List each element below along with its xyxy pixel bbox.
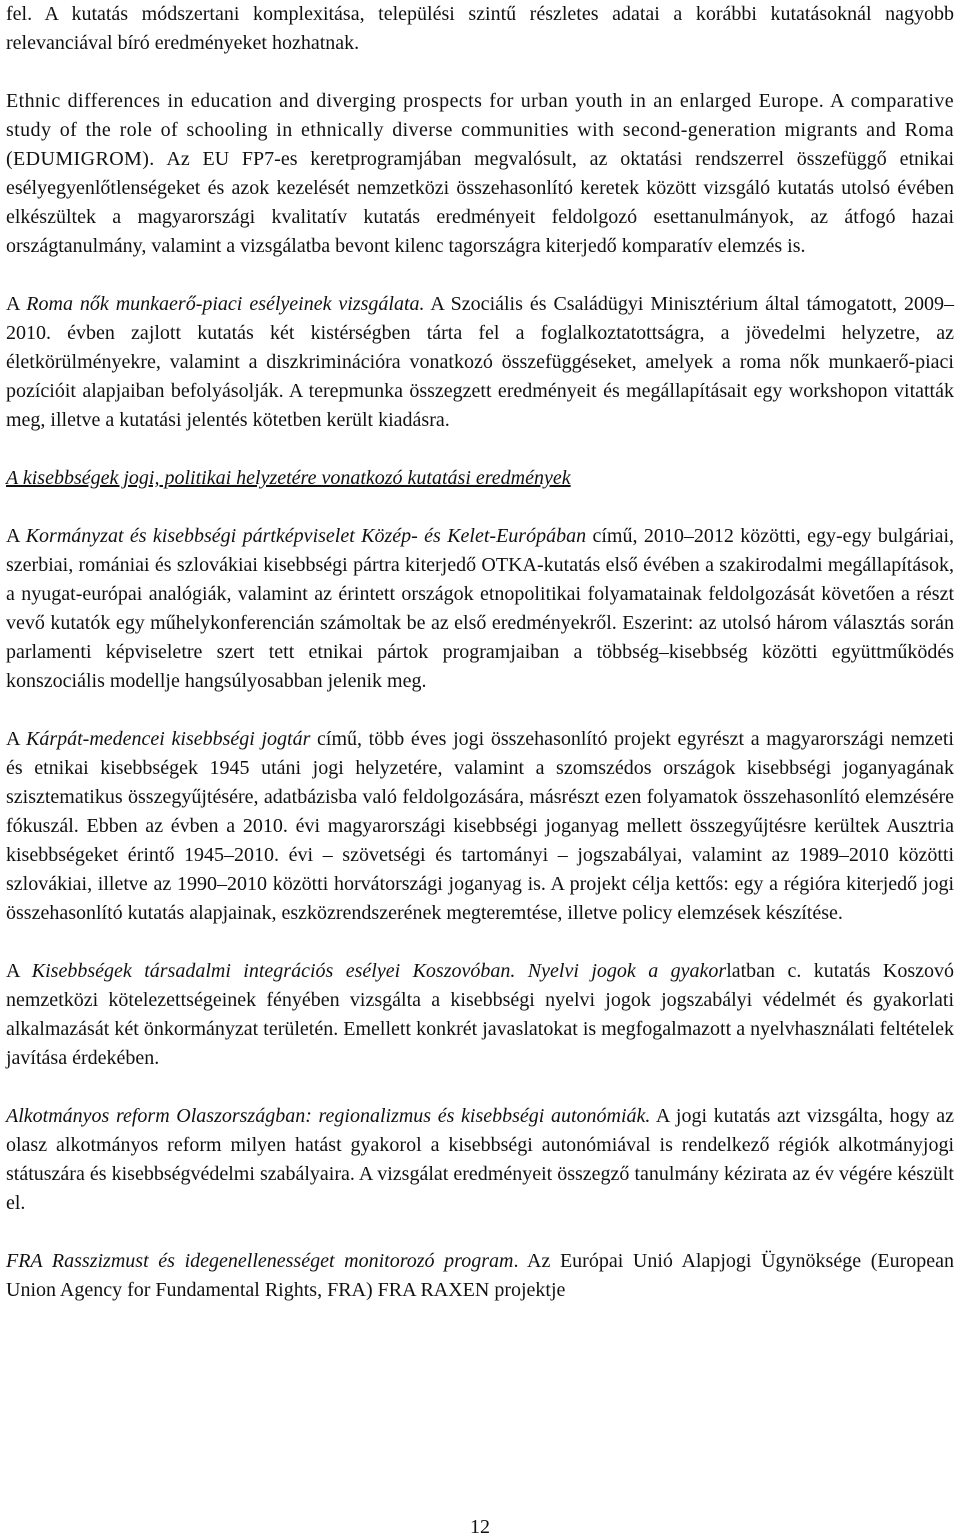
project-title: Kárpát-medencei kisebbségi jogtár [26, 728, 311, 750]
paragraph-text: fel. A kutatás módszertani komplexitása, települési szintű részletes adatai a korábbi kutatásoknál nagyobb relevanciával bíró eredményeket hozhatnak. [6, 3, 954, 54]
paragraph-intro-tail [6, 0, 954, 58]
project-title: Alkotmányos reform Olaszországban: regionalizmus és kisebbségi autonómiák. [6, 1105, 651, 1127]
paragraph-gap [6, 1218, 954, 1247]
paragraph-text: A Szociális és Családügyi Minisztérium által támogatott, 2009–2010. évben zajlott kutatás két kistérségben tárta fel a foglalkoztatottságra, a jövedelmi helyzetre, az életkörülményekre, valamint a diszkriminációra vonatkozó összefüggéseket, amelyek a roma nők munkaerő-piaci pozícióit alapjaiban befolyásolják. A terepmunka összegzett eredményeit és megállapításait egy workshopon vitatták meg, illetve a kutatási jelentés kötetben került kiadásra. [6, 293, 954, 431]
project-title: Kisebbségek társadalmi integrációs esélyei Koszovóban. Nyelvi jogok a gyakor [31, 960, 727, 982]
paragraph-roma-women [6, 290, 954, 435]
paragraph-gap [6, 58, 954, 87]
paragraph-lead: A [6, 728, 26, 750]
paragraph-lead: A [6, 960, 32, 982]
paragraph-edumigrom [6, 87, 954, 261]
paragraph-fra [6, 1247, 954, 1305]
paragraph-lead: A [6, 293, 27, 315]
paragraph-kosovo [6, 957, 954, 1073]
project-title: FRA Rasszizmust és idegenellenességet monitorozó program [6, 1250, 514, 1272]
paragraph-gap [6, 435, 954, 464]
paragraph-gap [6, 696, 954, 725]
page-number: 12 [470, 1516, 490, 1538]
paragraph-lead: A [6, 525, 26, 547]
paragraph-text: Az EU FP7-es keretprogramjában megvalósult, az oktatási rendszerrel összefüggő etnikai esélyegyenlőtlenségeket és azok kezelését nemzetközi összehasonlító keretek között vizsgáló kutatás utolsó évében elkészültek a magyarországi kvalitatív kutatás eredményeit feldolgozó esettanulmányok, az átfogó hazai országtanulmány, valamint a vizsgálatba bevont kilenc tagországra kiterjedő komparatív elemzés is. [6, 148, 954, 257]
paragraph-gap [6, 493, 954, 522]
paragraph-text: című, 2010–2012 közötti, egy-egy bulgáriai, szerbiai, romániai és szlovákiai kisebbségi pártra kiterjedő OTKA-kutatás első évében a szakirodalmi megállapítások, a nyugat-európai analógiák, valamint az érintett országok etnopolitikai folyamatainak feldolgozását követően a részt vevő kutatók egy műhelykonferencián számoltak be az első eredményekről. Eszerint: az utolsó három választás során parlamenti képviseletre szert tett etnikai pártok programjaiban a többség–kisebbség közötti együttműködés konszociális modellje hangsúlyosabban jelenik meg. [6, 525, 954, 692]
paragraph-text: . Az Európai Unió Alapjogi Ügynöksége (European Union Agency for Fundamental Rights, FRA) FRA RAXEN projektje [6, 1250, 955, 1301]
paragraph-text: A jogi kutatás azt vizsgálta, hogy az olasz alkotmányos reform milyen hatást gyakorol a kisebbségi autonómiával is rendelkező régiók alkotmányjogi státuszára és kisebbségvédelmi szabályaira. A vizsgálat eredményeit összegző tanulmány kézirata az év végére készült el. [6, 1105, 954, 1214]
project-title: Kormányzat és kisebbségi pártképviselet Közép- és Kelet-Európában [25, 525, 587, 547]
document-body [6, 0, 954, 1305]
paragraph-gap [6, 261, 954, 290]
project-title: Ethnic differences in education and diverging prospects for urban youth in an enlarged Europe. A comparative study of the role of schooling in ethnically diverse communities with second-generation migrants and Roma (EDUMIGROM). [6, 90, 954, 170]
section-heading-text: A kisebbségek jogi, politikai helyzetére vonatkozó kutatási eredmények [6, 467, 571, 489]
paragraph-gap [6, 1073, 954, 1102]
paragraph-gap [6, 928, 954, 957]
paragraph-minority-parties [6, 522, 954, 696]
paragraph-carpathian-law [6, 725, 954, 928]
paragraph-text: latban c. kutatás Koszovó nemzetközi kötelezettségeinek fényében vizsgálta a kisebbségi nyelvi jogok jogszabályi védelmét és gyakorlati alkalmazását két önkormányzat területén. Emellett konkrét javaslatokat is megfogalmazott a nyelvhasználati feltételek javítása érdekében. [6, 960, 955, 1069]
section-heading [6, 464, 954, 493]
project-title: Roma nők munkaerő-piaci esélyeinek vizsgálata. [26, 293, 425, 315]
paragraph-italy-reform [6, 1102, 954, 1218]
paragraph-text: című, több éves jogi összehasonlító projekt egyrészt a magyarországi nemzeti és etnikai kisebbségek 1945 utáni jogi helyzetére, valamint a szomszédos országok kisebbségi joganyagának szisztematikus összegyűjtésére, adatbázisba való feldolgozására, másrészt ezen folyamatok összehasonlító elemzésére fókuszál. Ebben az évben a 2010. évi magyarországi kisebbségi joganyag mellett összegyűjtésre kerültek Ausztria kisebbségeket érintő 1945–2010. évi – szövetségi és tartományi – jogszabályai, valamint az 1989–2010 közötti szlovákiai, illetve az 1990–2010 közötti horvátországi joganyag is. A projekt célja kettős: egy a régióra kiterjedő jogi összehasonlító kutatás alapjainak, eszközrendszerének megteremtése, illetve policy elemzések készítése. [6, 728, 954, 924]
